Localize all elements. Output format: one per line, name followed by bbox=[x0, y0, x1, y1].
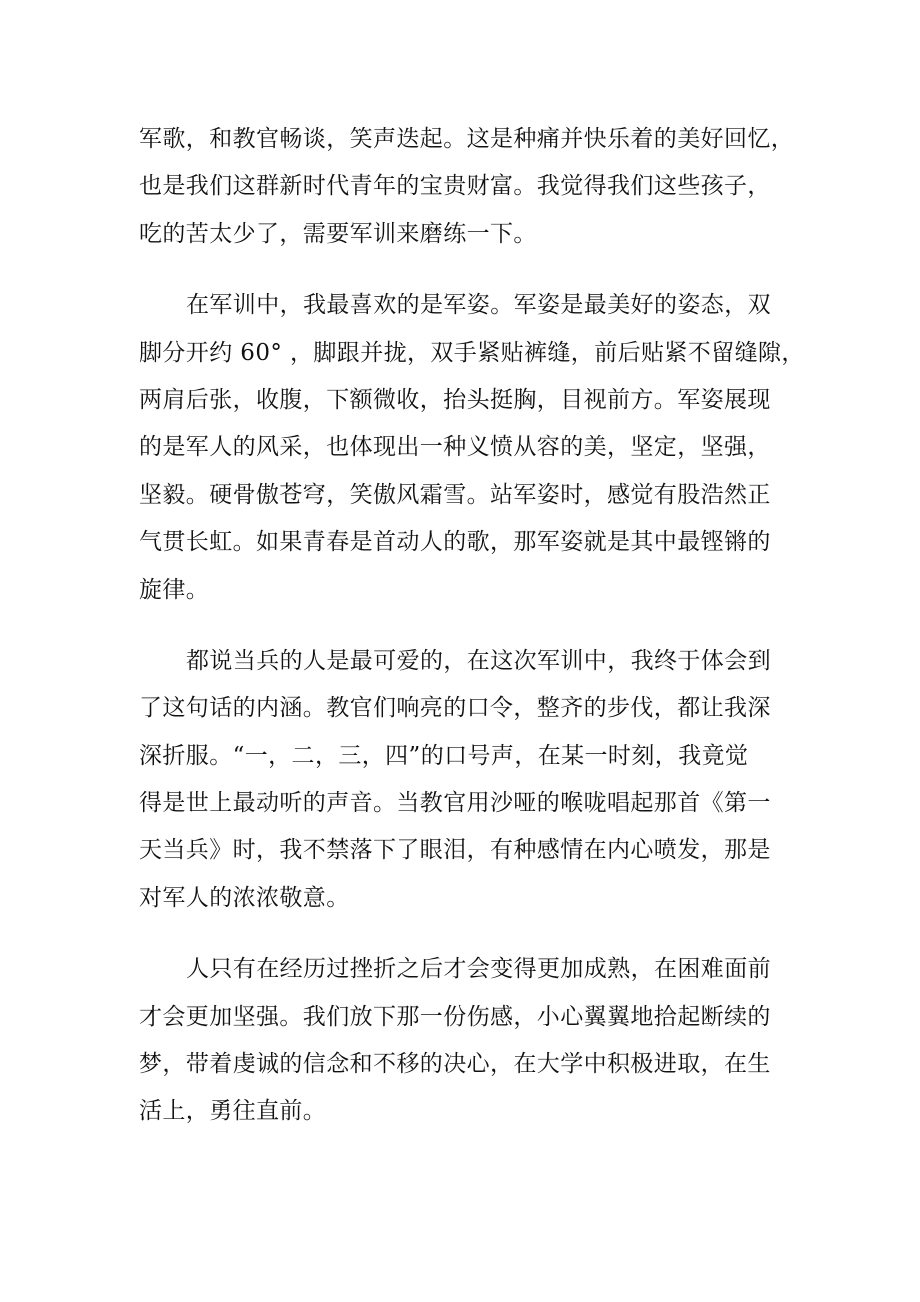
paragraph-line: 得是世上最动听的声音。当教官用沙哑的喉咙唱起那首《第一 bbox=[139, 790, 771, 817]
paragraph-4 bbox=[139, 949, 789, 1139]
paragraph-line: 在军训中，我最喜欢的是军姿。军姿是最美好的姿态，双 bbox=[186, 292, 771, 319]
paragraph-line: 才会更加坚强。我们放下那一份伤感，小心翼翼地拾起断续的 bbox=[139, 1003, 771, 1030]
paragraph-2 bbox=[139, 285, 805, 617]
paragraph-line: 也是我们这群新时代青年的宝贵财富。我觉得我们这些孩子， bbox=[139, 173, 771, 200]
paragraph-line: 活上，勇往直前。 bbox=[139, 1098, 327, 1125]
paragraph-1 bbox=[139, 119, 795, 261]
paragraph-line: 脚分开约 60° ，脚跟并拢，双手紧贴裤缝，前后贴紧不留缝隙， bbox=[139, 339, 805, 366]
paragraph-line: 旋律。 bbox=[139, 576, 210, 603]
paragraph-3 bbox=[139, 641, 789, 925]
paragraph-line: 对军人的浓浓敬意。 bbox=[139, 884, 350, 911]
document-body bbox=[139, 119, 805, 1163]
paragraph-line: 气贯长虹。如果青春是首动人的歌，那军姿就是其中最铿锵的 bbox=[139, 529, 771, 556]
paragraph-line: 两肩后张，收腹，下额微收，抬头挺胸，目视前方。军姿展现 bbox=[139, 386, 771, 413]
paragraph-line: 梦，带着虔诚的信念和不移的决心，在大学中积极进取，在生 bbox=[139, 1051, 771, 1078]
paragraph-line: 坚毅。硬骨傲苍穹，笑傲风霜雪。站军姿时，感觉有股浩然正 bbox=[139, 481, 771, 508]
paragraph-line: 吃的苦太少了，需要军训来磨练一下。 bbox=[139, 220, 537, 247]
paragraph-line: 人只有在经历过挫折之后才会变得更加成熟，在困难面前 bbox=[186, 956, 771, 983]
paragraph-line: 的是军人的风采，也体现出一种义愤从容的美，坚定，坚强， bbox=[139, 434, 771, 461]
paragraph-line: 军歌，和教官畅谈，笑声迭起。这是种痛并快乐着的美好回忆， bbox=[139, 126, 795, 152]
paragraph-line: 了这句话的内涵。教官们响亮的口令，整齐的步伐，都让我深 bbox=[139, 695, 771, 722]
paragraph-line: 天当兵》时，我不禁落下了眼泪，有种感情在内心喷发，那是 bbox=[139, 837, 771, 864]
paragraph-line: 深折服。“一，二，三，四”的口号声，在某一时刻，我竟觉 bbox=[139, 742, 749, 769]
paragraph-line: 都说当兵的人是最可爱的，在这次军训中，我终于体会到 bbox=[186, 647, 771, 674]
